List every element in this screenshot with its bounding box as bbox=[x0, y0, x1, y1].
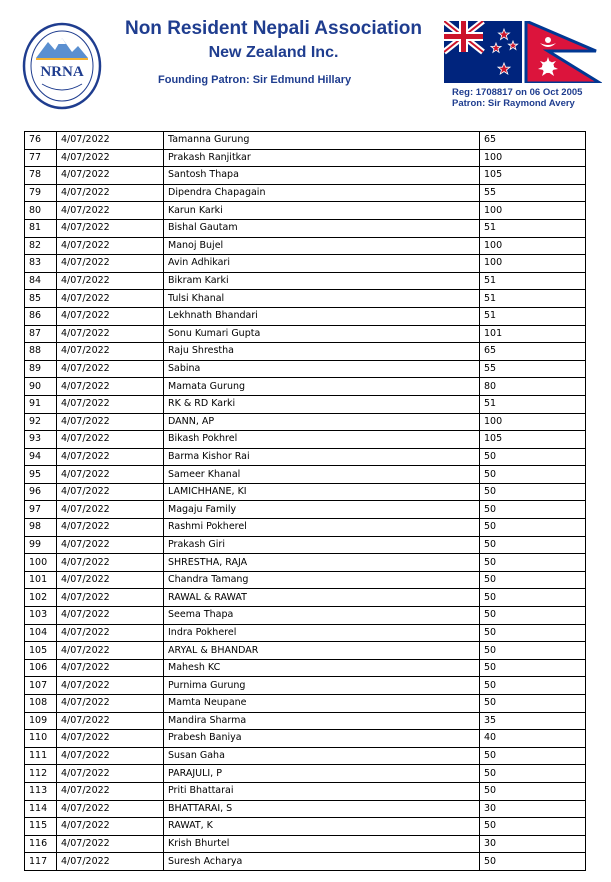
row-date: 4/07/2022 bbox=[57, 501, 164, 519]
row-number: 102 bbox=[25, 589, 57, 607]
row-number: 90 bbox=[25, 378, 57, 396]
row-number: 104 bbox=[25, 624, 57, 642]
org-subtitle: New Zealand Inc. bbox=[208, 44, 339, 61]
founding-patron: Founding Patron: Sir Edmund Hillary bbox=[158, 74, 352, 86]
row-date: 4/07/2022 bbox=[57, 466, 164, 484]
row-amount: 50 bbox=[480, 554, 586, 572]
row-number: 95 bbox=[25, 466, 57, 484]
row-number: 96 bbox=[25, 483, 57, 501]
svg-text:NRNA: NRNA bbox=[40, 64, 84, 80]
row-name: Prakash Ranjitkar bbox=[164, 149, 480, 167]
row-date: 4/07/2022 bbox=[57, 642, 164, 660]
row-name: Barma Kishor Rai bbox=[164, 448, 480, 466]
row-number: 92 bbox=[25, 413, 57, 431]
row-name: Rashmi Pokherel bbox=[164, 519, 480, 537]
row-name: Bikash Pokhrel bbox=[164, 431, 480, 449]
row-number: 97 bbox=[25, 501, 57, 519]
table-row bbox=[25, 325, 586, 343]
row-number: 114 bbox=[25, 800, 57, 818]
row-amount: 40 bbox=[480, 730, 586, 748]
row-name: Krish Bhurtel bbox=[164, 835, 480, 853]
row-name: DANN, AP bbox=[164, 413, 480, 431]
table-row bbox=[25, 677, 586, 695]
row-amount: 30 bbox=[480, 800, 586, 818]
row-date: 4/07/2022 bbox=[57, 677, 164, 695]
row-number: 93 bbox=[25, 431, 57, 449]
row-name: Manoj Bujel bbox=[164, 237, 480, 255]
row-date: 4/07/2022 bbox=[57, 448, 164, 466]
row-number: 117 bbox=[25, 853, 57, 871]
row-number: 81 bbox=[25, 219, 57, 237]
row-number: 103 bbox=[25, 607, 57, 625]
row-name: Purnima Gurung bbox=[164, 677, 480, 695]
row-name: Tulsi Khanal bbox=[164, 290, 480, 308]
table-row bbox=[25, 519, 586, 537]
row-number: 78 bbox=[25, 167, 57, 185]
row-name: Sonu Kumari Gupta bbox=[164, 325, 480, 343]
row-name: Prakash Giri bbox=[164, 536, 480, 554]
row-name: Mamata Gurung bbox=[164, 378, 480, 396]
row-amount: 50 bbox=[480, 448, 586, 466]
row-name: Lekhnath Bhandari bbox=[164, 307, 480, 325]
row-date: 4/07/2022 bbox=[57, 237, 164, 255]
row-amount: 50 bbox=[480, 466, 586, 484]
row-date: 4/07/2022 bbox=[57, 519, 164, 537]
row-amount: 50 bbox=[480, 818, 586, 836]
table-row bbox=[25, 167, 586, 185]
row-name: Dipendra Chapagain bbox=[164, 184, 480, 202]
row-date: 4/07/2022 bbox=[57, 607, 164, 625]
row-amount: 51 bbox=[480, 395, 586, 413]
row-name: RAWAT, K bbox=[164, 818, 480, 836]
row-date: 4/07/2022 bbox=[57, 730, 164, 748]
row-date: 4/07/2022 bbox=[57, 782, 164, 800]
row-date: 4/07/2022 bbox=[57, 149, 164, 167]
table-row bbox=[25, 536, 586, 554]
row-number: 112 bbox=[25, 765, 57, 783]
row-number: 86 bbox=[25, 307, 57, 325]
table-row bbox=[25, 818, 586, 836]
row-date: 4/07/2022 bbox=[57, 325, 164, 343]
row-number: 94 bbox=[25, 448, 57, 466]
row-amount: 50 bbox=[480, 677, 586, 695]
row-name: Mahesh KC bbox=[164, 659, 480, 677]
row-number: 76 bbox=[25, 132, 57, 150]
row-date: 4/07/2022 bbox=[57, 413, 164, 431]
row-amount: 50 bbox=[480, 747, 586, 765]
row-number: 111 bbox=[25, 747, 57, 765]
table-row bbox=[25, 835, 586, 853]
nepal-flag-icon bbox=[526, 21, 600, 83]
row-date: 4/07/2022 bbox=[57, 255, 164, 273]
row-number: 91 bbox=[25, 395, 57, 413]
table-row bbox=[25, 624, 586, 642]
row-name: Suresh Acharya bbox=[164, 853, 480, 871]
row-name: Prabesh Baniya bbox=[164, 730, 480, 748]
row-date: 4/07/2022 bbox=[57, 747, 164, 765]
table-row bbox=[25, 132, 586, 150]
row-amount: 105 bbox=[480, 167, 586, 185]
row-amount: 35 bbox=[480, 712, 586, 730]
row-name: PARAJULI, P bbox=[164, 765, 480, 783]
row-name: Indra Pokherel bbox=[164, 624, 480, 642]
table-row bbox=[25, 554, 586, 572]
org-name: Non Resident Nepali Association bbox=[124, 18, 422, 39]
table-row bbox=[25, 431, 586, 449]
row-amount: 65 bbox=[480, 343, 586, 361]
row-name: Magaju Family bbox=[164, 501, 480, 519]
row-name: Seema Thapa bbox=[164, 607, 480, 625]
row-name: RAWAL & RAWAT bbox=[164, 589, 480, 607]
row-amount: 50 bbox=[480, 501, 586, 519]
table-row bbox=[25, 747, 586, 765]
row-name: Tamanna Gurung bbox=[164, 132, 480, 150]
row-amount: 80 bbox=[480, 378, 586, 396]
row-date: 4/07/2022 bbox=[57, 343, 164, 361]
row-name: Avin Adhikari bbox=[164, 255, 480, 273]
row-name: Chandra Tamang bbox=[164, 571, 480, 589]
row-number: 115 bbox=[25, 818, 57, 836]
row-number: 99 bbox=[25, 536, 57, 554]
table-row bbox=[25, 501, 586, 519]
row-date: 4/07/2022 bbox=[57, 624, 164, 642]
row-number: 110 bbox=[25, 730, 57, 748]
table-row bbox=[25, 607, 586, 625]
table-row bbox=[25, 237, 586, 255]
row-date: 4/07/2022 bbox=[57, 818, 164, 836]
row-number: 77 bbox=[25, 149, 57, 167]
table-row bbox=[25, 730, 586, 748]
row-number: 106 bbox=[25, 659, 57, 677]
table-row bbox=[25, 202, 586, 220]
row-date: 4/07/2022 bbox=[57, 184, 164, 202]
table-row bbox=[25, 765, 586, 783]
row-date: 4/07/2022 bbox=[57, 835, 164, 853]
row-date: 4/07/2022 bbox=[57, 483, 164, 501]
row-amount: 51 bbox=[480, 272, 586, 290]
row-number: 82 bbox=[25, 237, 57, 255]
row-amount: 50 bbox=[480, 589, 586, 607]
nz-nepal-flags bbox=[444, 21, 602, 83]
table-row bbox=[25, 800, 586, 818]
table-row bbox=[25, 782, 586, 800]
row-date: 4/07/2022 bbox=[57, 765, 164, 783]
row-name: Sameer Khanal bbox=[164, 466, 480, 484]
row-name: SHRESTHA, RAJA bbox=[164, 554, 480, 572]
row-amount: 50 bbox=[480, 642, 586, 660]
row-amount: 50 bbox=[480, 695, 586, 713]
donation-table bbox=[24, 131, 586, 871]
row-number: 80 bbox=[25, 202, 57, 220]
row-amount: 50 bbox=[480, 765, 586, 783]
row-amount: 100 bbox=[480, 149, 586, 167]
row-amount: 30 bbox=[480, 835, 586, 853]
row-amount: 50 bbox=[480, 536, 586, 554]
row-date: 4/07/2022 bbox=[57, 219, 164, 237]
row-date: 4/07/2022 bbox=[57, 202, 164, 220]
row-amount: 50 bbox=[480, 853, 586, 871]
row-number: 116 bbox=[25, 835, 57, 853]
row-name: Sabina bbox=[164, 360, 480, 378]
table-row bbox=[25, 571, 586, 589]
row-amount: 50 bbox=[480, 571, 586, 589]
row-amount: 100 bbox=[480, 255, 586, 273]
registration-info bbox=[452, 87, 582, 109]
row-name: Mandira Sharma bbox=[164, 712, 480, 730]
table-row bbox=[25, 448, 586, 466]
table-row bbox=[25, 642, 586, 660]
row-date: 4/07/2022 bbox=[57, 554, 164, 572]
patron-line: Patron: Sir Raymond Avery bbox=[452, 98, 575, 109]
row-date: 4/07/2022 bbox=[57, 272, 164, 290]
row-amount: 100 bbox=[480, 413, 586, 431]
row-name: Bishal Gautam bbox=[164, 219, 480, 237]
row-number: 89 bbox=[25, 360, 57, 378]
row-number: 113 bbox=[25, 782, 57, 800]
row-date: 4/07/2022 bbox=[57, 853, 164, 871]
table-row bbox=[25, 413, 586, 431]
row-amount: 105 bbox=[480, 431, 586, 449]
table-row bbox=[25, 466, 586, 484]
row-amount: 50 bbox=[480, 519, 586, 537]
reg-line: Reg: 1708817 on 06 Oct 2005 bbox=[452, 87, 583, 98]
row-amount: 65 bbox=[480, 132, 586, 150]
table-row bbox=[25, 378, 586, 396]
row-amount: 50 bbox=[480, 782, 586, 800]
table-row bbox=[25, 589, 586, 607]
table-row bbox=[25, 272, 586, 290]
row-date: 4/07/2022 bbox=[57, 167, 164, 185]
row-date: 4/07/2022 bbox=[57, 132, 164, 150]
row-date: 4/07/2022 bbox=[57, 571, 164, 589]
row-date: 4/07/2022 bbox=[57, 307, 164, 325]
row-number: 98 bbox=[25, 519, 57, 537]
table-row bbox=[25, 395, 586, 413]
table-row bbox=[25, 712, 586, 730]
row-date: 4/07/2022 bbox=[57, 659, 164, 677]
row-number: 85 bbox=[25, 290, 57, 308]
row-amount: 55 bbox=[480, 184, 586, 202]
row-name: Raju Shrestha bbox=[164, 343, 480, 361]
table-row bbox=[25, 290, 586, 308]
row-number: 83 bbox=[25, 255, 57, 273]
row-name: Susan Gaha bbox=[164, 747, 480, 765]
row-name: ARYAL & BHANDAR bbox=[164, 642, 480, 660]
row-amount: 55 bbox=[480, 360, 586, 378]
table-row bbox=[25, 307, 586, 325]
row-amount: 50 bbox=[480, 483, 586, 501]
row-number: 105 bbox=[25, 642, 57, 660]
row-amount: 50 bbox=[480, 659, 586, 677]
row-number: 109 bbox=[25, 712, 57, 730]
table-row bbox=[25, 343, 586, 361]
table-row bbox=[25, 853, 586, 871]
row-date: 4/07/2022 bbox=[57, 360, 164, 378]
table-row bbox=[25, 219, 586, 237]
row-amount: 51 bbox=[480, 219, 586, 237]
row-number: 108 bbox=[25, 695, 57, 713]
row-number: 79 bbox=[25, 184, 57, 202]
row-number: 84 bbox=[25, 272, 57, 290]
table-row bbox=[25, 659, 586, 677]
row-amount: 50 bbox=[480, 607, 586, 625]
row-date: 4/07/2022 bbox=[57, 290, 164, 308]
row-number: 87 bbox=[25, 325, 57, 343]
row-name: RK & RD Karki bbox=[164, 395, 480, 413]
nz-flag-icon bbox=[444, 21, 522, 83]
row-date: 4/07/2022 bbox=[57, 800, 164, 818]
row-number: 88 bbox=[25, 343, 57, 361]
table-row bbox=[25, 255, 586, 273]
row-name: Mamta Neupane bbox=[164, 695, 480, 713]
row-date: 4/07/2022 bbox=[57, 695, 164, 713]
row-amount: 101 bbox=[480, 325, 586, 343]
row-name: LAMICHHANE, KI bbox=[164, 483, 480, 501]
row-date: 4/07/2022 bbox=[57, 536, 164, 554]
table-row bbox=[25, 695, 586, 713]
row-amount: 50 bbox=[480, 624, 586, 642]
row-name: Priti Bhattarai bbox=[164, 782, 480, 800]
row-amount: 100 bbox=[480, 237, 586, 255]
row-name: Karun Karki bbox=[164, 202, 480, 220]
row-name: Bikram Karki bbox=[164, 272, 480, 290]
row-number: 100 bbox=[25, 554, 57, 572]
row-name: Santosh Thapa bbox=[164, 167, 480, 185]
table-row bbox=[25, 483, 586, 501]
row-amount: 51 bbox=[480, 307, 586, 325]
row-date: 4/07/2022 bbox=[57, 712, 164, 730]
row-date: 4/07/2022 bbox=[57, 589, 164, 607]
table-row bbox=[25, 184, 586, 202]
row-date: 4/07/2022 bbox=[57, 395, 164, 413]
row-amount: 100 bbox=[480, 202, 586, 220]
row-number: 107 bbox=[25, 677, 57, 695]
row-date: 4/07/2022 bbox=[57, 431, 164, 449]
table-row bbox=[25, 360, 586, 378]
row-date: 4/07/2022 bbox=[57, 378, 164, 396]
row-number: 101 bbox=[25, 571, 57, 589]
table-row bbox=[25, 149, 586, 167]
row-name: BHATTARAI, S bbox=[164, 800, 480, 818]
row-amount: 51 bbox=[480, 290, 586, 308]
